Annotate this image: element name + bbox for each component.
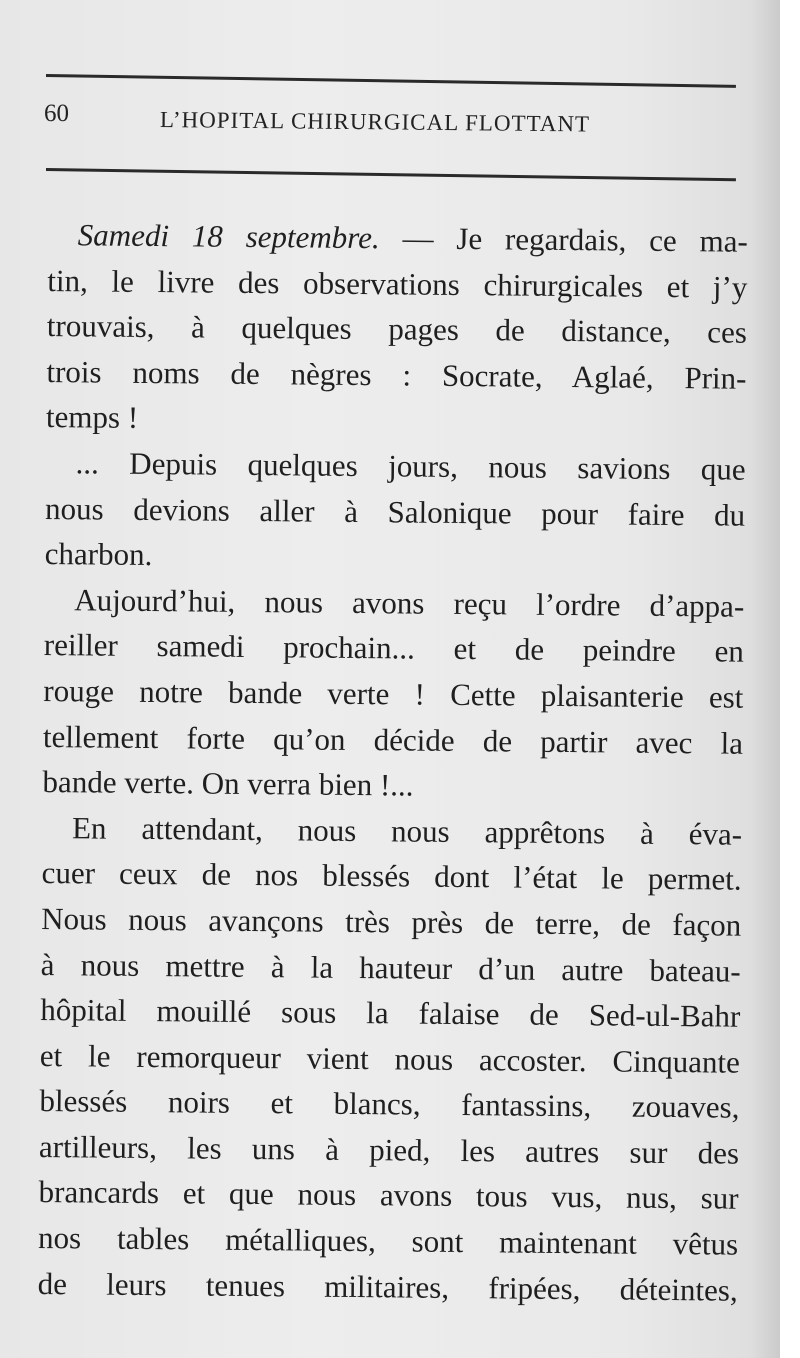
- page-gutter-shadow: [750, 0, 780, 1358]
- text-line: tin, le livre des observations chirurgicales et j’y: [47, 262, 748, 305]
- body-text: [37, 212, 747, 1313]
- running-title: L’HOPITAL CHIRURGICAL FLOTTANT: [159, 107, 591, 137]
- text-line: brancards et que nous avons tous vus, nus, sur: [38, 1174, 739, 1217]
- header-top-rule: [46, 74, 736, 88]
- text-line: et le remorqueur vient nous accoster. Cinquante: [39, 1037, 741, 1080]
- header-bottom-rule: [46, 168, 736, 181]
- text-line: cuer ceux de nos blessés dont l’état le permet.: [41, 855, 742, 898]
- paragraph-3: [42, 577, 744, 812]
- text-line: de leurs tenues militaires, fripées, déteintes,: [37, 1265, 738, 1308]
- text-line: Samedi 18 septembre. — Je regardais, ce ma-: [77, 217, 748, 259]
- page-number: 60: [44, 100, 69, 127]
- text-line: Nous nous avançons très près de terre, de façon: [41, 900, 742, 943]
- text-line: ... Depuis quelques jours, nous savions que: [75, 445, 746, 487]
- text-line: En attendant, nous nous apprêtons à éva-: [71, 809, 743, 852]
- text-line: rouge notre bande verte ! Cette plaisanterie est: [43, 672, 744, 715]
- entry-date: Samedi 18 septembre.: [77, 217, 380, 256]
- text-line: blessés noirs et blancs, fantassins, zouaves,: [39, 1083, 740, 1125]
- text-line: nous devions aller à Salonique pour faire du: [44, 490, 746, 533]
- text-line: trois noms de nègres : Socrate, Aglaé, Prin-: [46, 353, 747, 396]
- text-line: temps !: [45, 399, 139, 436]
- text-line: trouvais, à quelques pages de distance, ces: [46, 308, 748, 350]
- paragraph-4: [37, 805, 742, 1313]
- paragraph-2: [44, 440, 745, 583]
- text-line: reiller samedi prochain... et de peindre en: [43, 627, 744, 670]
- text-line: tellement forte qu’on décide de partir avec la: [42, 718, 744, 761]
- text-line: à nous mettre à la hauteur d’un autre bateau-: [40, 946, 741, 989]
- text-line: artilleurs, les uns à pied, les autres sur des: [38, 1128, 740, 1171]
- text-line: bande verte. On verra bien !...: [42, 764, 414, 803]
- text-line: charbon.: [44, 536, 153, 573]
- text-line: Aujourd’hui, nous avons reçu l’ordre d’appa-: [74, 582, 745, 624]
- text-line: nos tables métalliques, sont maintenant vêtus: [37, 1220, 739, 1262]
- text-line: hôpital mouillé sous la falaise de Sed-ul-Bahr: [40, 992, 741, 1034]
- paragraph-1: [46, 212, 748, 447]
